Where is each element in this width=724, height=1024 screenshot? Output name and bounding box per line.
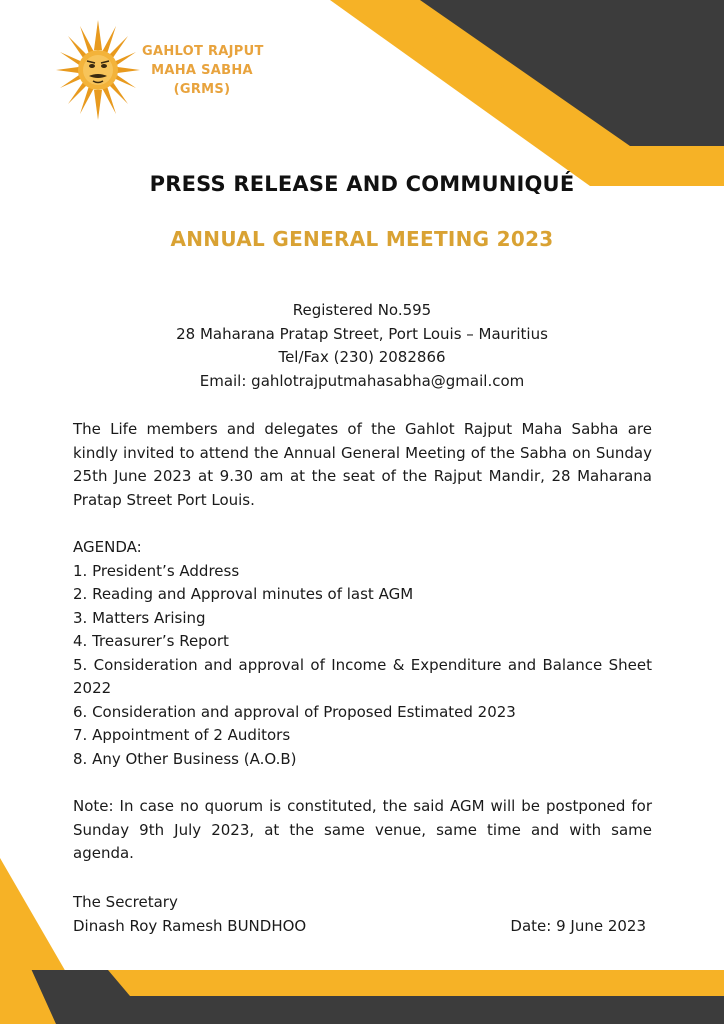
agenda-item: 8. Any Other Business (A.O.B) <box>73 749 297 768</box>
quorum-note: Note: In case no quorum is constituted, the said AGM will be postponed for Sunday 9th July 2023, at the same venue, same time and with same agenda. <box>73 797 652 862</box>
signatory-role: The Secretary <box>73 893 178 911</box>
page-subtitle: ANNUAL GENERAL MEETING 2023 <box>170 227 554 251</box>
registration-number: Registered No.595 <box>292 301 432 319</box>
signature-block <box>73 891 652 938</box>
org-name-line-2: MAHA SABHA <box>151 63 253 78</box>
telephone: Tel/Fax (230) 2082866 <box>278 348 446 366</box>
street-address: 28 Maharana Pratap Street, Port Louis – Mauritius <box>176 324 548 343</box>
invitation-paragraph: The Life members and delegates of the Gahlot Rajput Maha Sabha are kindly invited to attend the Annual General Meeting of the Sabha on Sunday 25th June 2023 at 9.30 am at the seat of the Rajput Mandir, 28 Maharana Pratap Street Port Louis. <box>73 420 652 509</box>
page-title: PRESS RELEASE AND COMMUNIQUÉ <box>149 172 575 196</box>
sun-face-logo-icon <box>56 20 140 120</box>
org-name-line-3: (GRMS) <box>173 82 231 97</box>
agenda-list <box>73 536 652 771</box>
organization-name <box>142 42 262 99</box>
agenda-item: 1. President’s Address <box>73 561 240 580</box>
address-block <box>0 299 724 393</box>
email: Email: gahlotrajputmahasabha@gmail.com <box>199 371 525 390</box>
document-date: Date: 9 June 2023 <box>510 916 646 935</box>
agenda-item: 2. Reading and Approval minutes of last AGM <box>73 585 414 603</box>
agenda-item: 6. Consideration and approval of Proposed Estimated 2023 <box>73 702 516 721</box>
agenda-item: 7. Appointment of 2 Auditors <box>73 726 291 744</box>
agenda-item: 3. Matters Arising <box>73 608 206 627</box>
org-name-line-1: GAHLOT RAJPUT <box>142 44 264 59</box>
agenda-item: 4. Treasurer’s Report <box>73 632 229 650</box>
signatory-name: Dinash Roy Ramesh BUNDHOO <box>73 916 307 935</box>
agenda-heading: AGENDA: <box>73 538 142 556</box>
bottom-yellow-stripe <box>108 970 724 996</box>
agenda-item: 5. Consideration and approval of Income & Expenditure and Balance Sheet 2022 <box>73 655 652 697</box>
